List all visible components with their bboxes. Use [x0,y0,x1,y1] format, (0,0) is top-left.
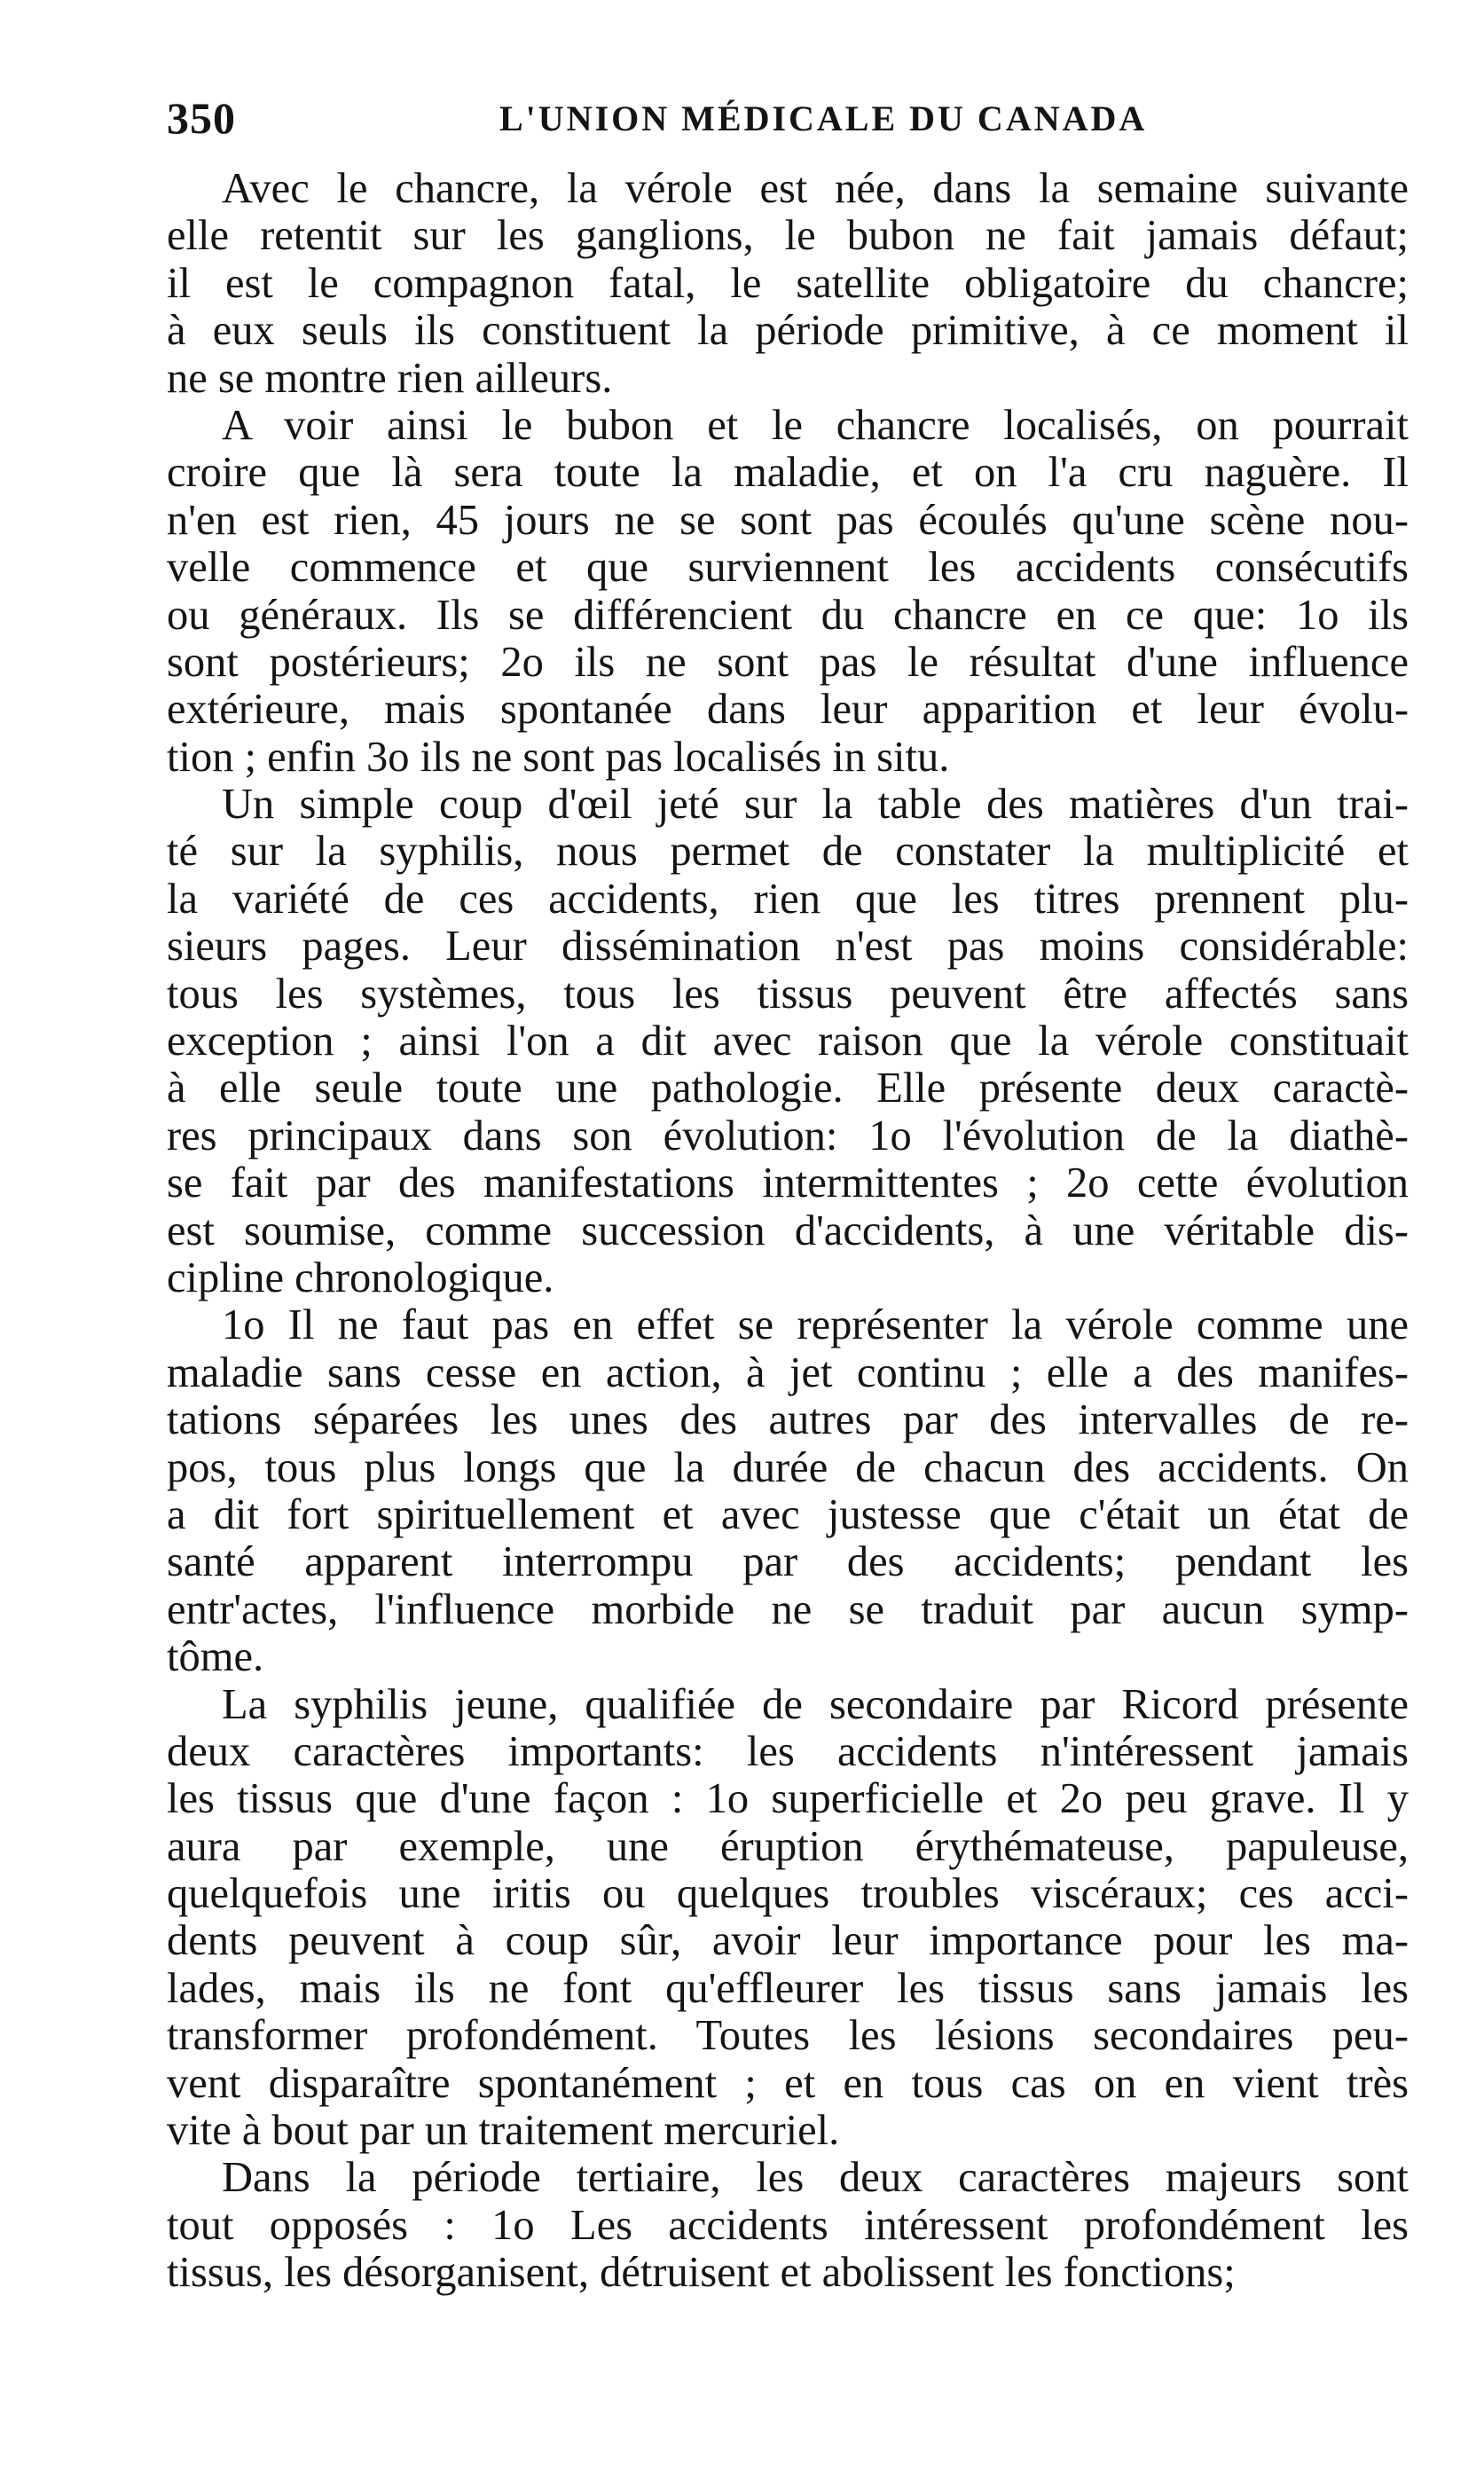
text-line: ou généraux. Ils se différencient du chancre en ce que: 1o ils [167,591,1409,639]
text-line: il est le compagnon fatal, le satellite obligatoire du chancre; [167,259,1409,307]
text-line: res principaux dans son évolution: 1o l'évolution de la diathè- [167,1112,1409,1159]
text-line: est soumise, comme succession d'accidents, à une véritable dis- [167,1207,1409,1254]
paragraph [167,1301,1409,1680]
text-line: entr'actes, l'influence morbide ne se traduit par aucun symp- [167,1585,1409,1633]
text-line: aura par exemple, une éruption érythémateuse, papuleuse, [167,1822,1409,1870]
text-line: cipline chronologique. [167,1254,554,1301]
text-line: La syphilis jeune, qualifiée de secondaire par Ricord présente [222,1680,1409,1728]
text-line: vent disparaître spontanément ; et en tous cas on en vient très [167,2059,1409,2107]
text-line: croire que là sera toute la maladie, et on l'a cru naguère. Il [167,449,1409,497]
paragraph [167,402,1409,781]
paragraph [167,165,1409,402]
body-text [167,165,1409,2297]
text-line: velle commence et que surviennent les accidents consécutifs [167,544,1409,592]
running-title: L'UNION MÉDICALE DU CANADA [499,98,1148,138]
paragraph [167,2154,1409,2296]
text-line: A voir ainsi le bubon et le chancre localisés, on pourrait [222,401,1409,449]
text-line: à eux seuls ils constituent la période primitive, à ce moment il [167,307,1409,355]
text-line: pos, tous plus longs que la durée de chacun des accidents. On [167,1443,1409,1491]
paragraph [167,1681,1409,2155]
text-line: quelquefois une iritis ou quelques troubles viscéraux; ces acci- [167,1870,1409,1918]
text-line: sont postérieurs; 2o ils ne sont pas le résultat d'une influence [167,638,1409,686]
text-line: à elle seule toute une pathologie. Elle présente deux caractè- [167,1065,1409,1112]
text-line: les tissus que d'une façon : 1o superficielle et 2o peu grave. Il y [167,1775,1409,1823]
text-line: n'en est rien, 45 jours ne se sont pas écoulés qu'une scène nou- [167,496,1409,544]
text-line: 1o Il ne faut pas en effet se représenter la vérole comme une [222,1301,1409,1349]
text-line: Dans la période tertiaire, les deux caractères majeurs sont [222,2154,1409,2202]
text-line: a dit fort spirituellement et avec justesse que c'était un état de [167,1490,1409,1538]
text-line: tous les systèmes, tous les tissus peuvent être affectés sans [167,970,1409,1018]
text-line: maladie sans cesse en action, à jet continu ; elle a des manifes- [167,1348,1409,1396]
text-line: tout opposés : 1o Les accidents intéressent profondément les [167,2201,1409,2249]
page-number: 350 [167,93,236,143]
text-line: tissus, les désorganisent, détruisent et abolissent les fonctions; [167,2249,1236,2297]
text-line: dents peuvent à coup sûr, avoir leur importance pour les ma- [167,1917,1409,1965]
text-line: se fait par des manifestations intermittentes ; 2o cette évolution [167,1159,1409,1207]
text-line: santé apparent interrompu par des accidents; pendant les [167,1538,1409,1586]
text-line: transformer profondément. Toutes les lésions secondaires peu- [167,2012,1409,2060]
text-line: la variété de ces accidents, rien que les titres prennent plu- [167,875,1409,923]
text-line: extérieure, mais spontanée dans leur apparition et leur évolu- [167,686,1409,734]
text-line: lades, mais ils ne font qu'effleurer les tissus sans jamais les [167,1964,1409,2012]
text-line: Un simple coup d'œil jeté sur la table des matières d'un trai- [222,781,1409,829]
text-line: vite à bout par un traitement mercuriel. [167,2107,840,2155]
text-line: ne se montre rien ailleurs. [167,354,613,402]
text-line: tôme. [167,1633,264,1681]
text-line: exception ; ainsi l'on a dit avec raison que la vérole constituait [167,1018,1409,1065]
text-line: elle retentit sur les ganglions, le bubon ne fait jamais défaut; [167,212,1409,260]
text-line: deux caractères importants: les accidents n'intéressent jamais [167,1727,1409,1775]
paragraph [167,781,1409,1301]
text-line: sieurs pages. Leur dissémination n'est pas moins considérable: [167,923,1409,971]
text-line: tations séparées les unes des autres par des intervalles de re- [167,1396,1409,1444]
text-line: Avec le chancre, la vérole est née, dans la semaine suivante [222,165,1409,212]
text-line: tion ; enfin 3o ils ne sont pas localisés in situ. [167,733,950,781]
page-header [167,92,1405,145]
text-line: té sur la syphilis, nous permet de constater la multiplicité et [167,828,1409,876]
